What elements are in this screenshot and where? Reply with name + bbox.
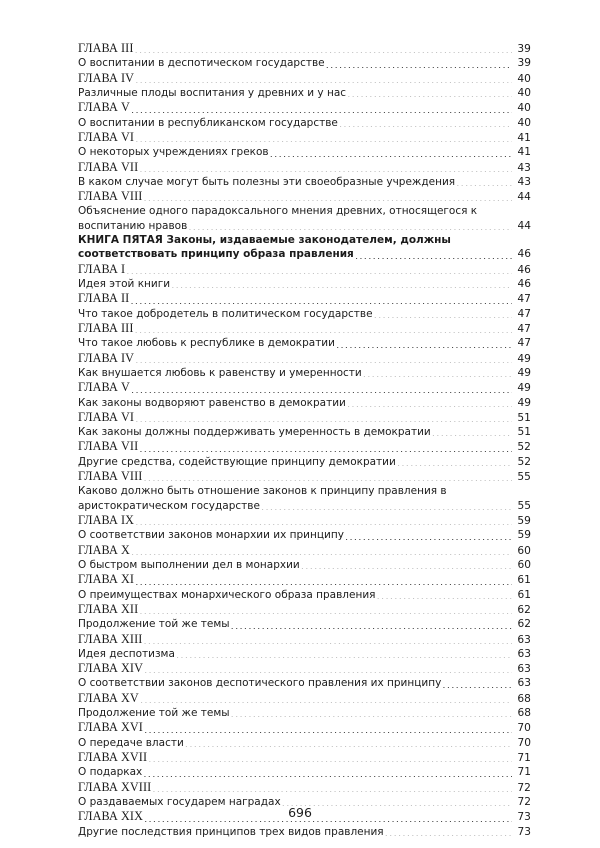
toc-entry-page-number: 63: [517, 633, 531, 646]
toc-entry-label: ГЛАВА XVI: [78, 720, 143, 735]
toc-entry-label: ГЛАВА I: [78, 261, 126, 276]
toc-entry-row: [78, 750, 531, 765]
toc-entry-row: [78, 676, 531, 690]
toc-entry[interactable]: [78, 100, 531, 115]
toc-entry-page-number: 40: [517, 116, 531, 129]
dot-leader: [144, 821, 512, 822]
toc-entry[interactable]: [78, 277, 531, 291]
toc-entry-row: [78, 100, 531, 115]
toc-entry-label: ГЛАВА VIII: [78, 189, 143, 204]
toc-entry-row: [78, 145, 531, 159]
toc-entry[interactable]: [78, 750, 531, 765]
toc-entry-page-number: 68: [517, 692, 531, 705]
toc-entry[interactable]: [78, 572, 531, 587]
toc-entry[interactable]: [78, 130, 531, 145]
toc-entry-page-number: 44: [517, 219, 531, 232]
dot-leader: [135, 362, 512, 363]
toc-entry-page-number: 72: [517, 795, 531, 808]
toc-entry-row: [78, 219, 531, 233]
toc-entry-row: [78, 661, 531, 676]
toc-entry-row: [78, 291, 531, 306]
toc-entry-page-number: 39: [517, 43, 531, 55]
toc-entry[interactable]: [78, 484, 531, 513]
toc-entry-line: Объяснение одного парадоксального мнения древних, относящегося к: [78, 205, 478, 218]
toc-entry[interactable]: [78, 602, 531, 617]
toc-entry[interactable]: [78, 469, 531, 484]
dot-leader: [347, 406, 512, 407]
toc-entry-label: О воспитании в республиканском государстве: [78, 116, 338, 129]
toc-entry-label: О соответствии законов деспотического правления их принципу: [78, 677, 442, 690]
toc-entry-label: ГЛАВА XVIII: [78, 779, 152, 794]
dot-leader: [131, 392, 512, 393]
toc-entry-row: [78, 588, 531, 602]
toc-entry-page-number: 61: [517, 574, 531, 587]
toc-entry-label: ГЛАВА VII: [78, 159, 139, 174]
toc-entry[interactable]: [78, 396, 531, 410]
toc-entry-label: соответствовать принципу образа правления: [78, 248, 354, 261]
dot-leader: [301, 568, 512, 569]
toc-entry-label: ГЛАВА VI: [78, 409, 135, 424]
toc-entry-label: аристократическом государстве: [78, 499, 260, 512]
toc-entry-row: [78, 543, 531, 558]
toc-entry[interactable]: [78, 720, 531, 735]
toc-entry-page-number: 41: [517, 131, 531, 144]
dot-leader: [188, 229, 512, 230]
toc-entry-label: ГЛАВА IX: [78, 513, 135, 527]
toc-entry-row: [78, 396, 531, 410]
toc-entry-row: [78, 321, 531, 336]
dot-leader: [176, 657, 512, 658]
toc-entry-row: [78, 380, 531, 395]
toc-entry-label: ГЛАВА X: [78, 542, 130, 557]
toc-entry-page-number: 47: [517, 337, 531, 350]
toc-entry-row: [78, 528, 531, 542]
toc-entry-row: [78, 130, 531, 145]
dot-leader: [442, 687, 512, 688]
toc-entry[interactable]: [78, 160, 531, 175]
toc-entry-row: [78, 499, 531, 513]
toc-entry-page-number: 72: [517, 781, 531, 794]
toc-entry-page-number: 49: [517, 382, 531, 395]
toc-entry[interactable]: [78, 380, 531, 395]
toc-entry-label: ГЛАВА VIII: [78, 469, 143, 484]
toc-entry-page-number: 59: [517, 515, 531, 527]
toc-entry[interactable]: [78, 351, 531, 366]
toc-entry[interactable]: [78, 632, 531, 647]
toc-entry-row: [78, 247, 531, 261]
toc-entry[interactable]: [78, 204, 531, 233]
page-number-footer: 696: [288, 805, 312, 820]
toc-entry[interactable]: [78, 647, 531, 661]
toc-entry-page-number: 63: [517, 677, 531, 690]
toc-entry-label: ГЛАВА XI: [78, 572, 135, 587]
toc-entry-row: [78, 617, 531, 631]
toc-entry-label: О преимуществах монархического образа правления: [78, 588, 376, 601]
dot-leader: [336, 347, 512, 348]
toc-entry-page-number: 62: [517, 618, 531, 631]
toc-entry-page-number: 40: [517, 102, 531, 115]
dot-leader: [355, 258, 512, 259]
dot-leader: [148, 761, 512, 762]
toc-entry-page-number: 40: [517, 72, 531, 85]
toc-entry-page-number: 47: [517, 307, 531, 320]
dot-leader: [134, 52, 512, 53]
toc-entry[interactable]: [78, 676, 531, 690]
toc-entry[interactable]: [78, 588, 531, 602]
dot-leader: [130, 303, 512, 304]
toc-entry-label: ГЛАВА IV: [78, 70, 135, 85]
toc-entry[interactable]: [78, 780, 531, 795]
toc-entry-row: [78, 351, 531, 366]
toc-entry[interactable]: [78, 321, 531, 336]
toc-entry-label: Продолжение той же темы: [78, 618, 230, 631]
toc-entry-row: [78, 720, 531, 735]
dot-leader: [261, 509, 512, 510]
dot-leader: [397, 465, 512, 466]
toc-entry-label: ГЛАВА XVII: [78, 750, 148, 764]
dot-leader: [231, 716, 512, 717]
toc-entry-page-number: 62: [517, 603, 531, 616]
dot-leader: [374, 317, 512, 318]
dot-leader: [134, 332, 512, 333]
dot-leader: [385, 835, 512, 836]
toc-entry-line: КНИГА ПЯТАЯ Законы, издаваемые законодателем, должны: [78, 234, 451, 247]
toc-entry[interactable]: [78, 543, 531, 558]
toc-entry-label: О раздаваемых государем наградах: [78, 795, 281, 808]
toc-entry-page-number: 47: [517, 322, 531, 335]
toc-entry-page-number: 46: [517, 263, 531, 276]
toc-entry-row: [78, 425, 531, 439]
toc-entry-label: Как законы водворяют равенство в демократии: [78, 396, 346, 409]
toc-entry-row: [78, 455, 531, 469]
toc-entry-label: Другие последствия принципов трех видов правления: [78, 825, 384, 838]
dot-leader: [456, 185, 512, 186]
toc-entry-page-number: 60: [517, 558, 531, 571]
toc-entry-page-number: 49: [517, 396, 531, 409]
toc-entry-page-number: 39: [517, 57, 531, 70]
toc-entry[interactable]: [78, 336, 531, 350]
toc-entry-page-number: 46: [517, 278, 531, 290]
dot-leader: [131, 554, 512, 555]
toc-entry[interactable]: [78, 455, 531, 469]
dot-leader: [131, 112, 512, 113]
toc-entry-page-number: 51: [517, 426, 531, 439]
toc-entry[interactable]: [78, 706, 531, 720]
toc-entry-page-number: 52: [517, 441, 531, 454]
toc-entry-page-number: 61: [517, 588, 531, 601]
dot-leader: [143, 200, 512, 201]
toc-entry[interactable]: [78, 366, 531, 380]
toc-entry-row: [78, 647, 531, 661]
toc-entry[interactable]: [78, 233, 531, 262]
toc-entry-row: [78, 262, 531, 277]
toc-entry-label: ГЛАВА III: [78, 41, 134, 55]
toc-entry-label: ГЛАВА XII: [78, 601, 139, 616]
toc-entry-label: Продолжение той же темы: [78, 707, 230, 720]
toc-entry-page-number: 41: [517, 146, 531, 159]
toc-entry[interactable]: [78, 765, 531, 779]
toc-entry-label: Идея деспотизма: [78, 647, 175, 660]
toc-entry-row: [78, 116, 531, 130]
dot-leader: [270, 156, 512, 157]
toc-entry[interactable]: [78, 513, 531, 528]
toc-entry-page-number: 43: [517, 161, 531, 174]
toc-entry-page-number: 59: [517, 529, 531, 542]
toc-entry-row: [78, 277, 531, 291]
toc-entry[interactable]: [78, 116, 531, 130]
toc-entry-label: О некоторых учреждениях греков: [78, 146, 269, 159]
toc-entry[interactable]: [78, 736, 531, 750]
dot-leader: [347, 96, 512, 97]
toc-entry-row: [78, 71, 531, 86]
toc-entry-label: В каком случае могут быть полезны эти своеобразные учреждения: [78, 175, 456, 188]
toc-entry-row: [78, 86, 531, 100]
toc-entry-label: Что такое любовь к республике в демократии: [78, 337, 335, 350]
toc-entry-row: [78, 780, 531, 795]
toc-entry-page-number: 40: [517, 86, 531, 99]
toc-entry-page-number: 71: [517, 752, 531, 764]
dot-leader: [135, 82, 512, 83]
dot-leader: [143, 480, 512, 481]
dot-leader: [345, 539, 512, 540]
toc-entry[interactable]: [78, 617, 531, 631]
toc-entry-page-number: 55: [517, 471, 531, 484]
toc-entry-row: [78, 632, 531, 647]
dot-leader: [139, 451, 512, 452]
toc-entry-label: О подарках: [78, 766, 143, 779]
toc-entry[interactable]: [78, 410, 531, 425]
toc-entry-row: [78, 307, 531, 321]
toc-entry-row: [78, 558, 531, 572]
toc-entry-page-number: 52: [517, 455, 531, 468]
toc-entry-label: ГЛАВА V: [78, 380, 130, 395]
toc-entry-page-number: 49: [517, 366, 531, 379]
toc-entry-page-number: 68: [517, 707, 531, 720]
toc-entry[interactable]: [78, 189, 531, 204]
toc-entry-page-number: 70: [517, 736, 531, 749]
toc-entry-row: [78, 336, 531, 350]
dot-leader: [144, 672, 512, 673]
toc-entry-label: Идея этой книги: [78, 278, 171, 290]
dot-leader: [231, 628, 512, 629]
toc-entry-label: Различные плоды воспитания у древних и у нас: [78, 86, 347, 99]
toc-entry[interactable]: [78, 56, 531, 70]
dot-leader: [140, 702, 512, 703]
toc-entry-page-number: 70: [517, 722, 531, 735]
dot-leader: [432, 435, 512, 436]
toc-entry-label: Как внушается любовь к равенству и умеренности: [78, 366, 362, 379]
toc-entry-page-number: 47: [517, 293, 531, 306]
toc-entry-page-number: 51: [517, 411, 531, 424]
dot-leader: [135, 524, 512, 525]
toc-entry-row: [78, 765, 531, 779]
toc-entry-row: [78, 41, 531, 56]
toc-entry-label: Другие средства, содействующие принципу демократии: [78, 455, 396, 468]
toc-entry[interactable]: [78, 558, 531, 572]
toc-entry-label: О воспитании в деспотическом государстве: [78, 57, 325, 70]
toc-entry-row: [78, 366, 531, 380]
toc-entry-row: [78, 56, 531, 70]
toc-entry-page-number: 71: [517, 766, 531, 779]
toc-entry-label: О соответствии законов монархии их принципу: [78, 529, 344, 542]
dot-leader: [363, 376, 512, 377]
dot-leader: [135, 141, 512, 142]
toc-entry-row: [78, 189, 531, 204]
toc-entry-label: ГЛАВА IV: [78, 350, 135, 365]
dot-leader: [326, 67, 512, 68]
toc-entry-page-number: 55: [517, 499, 531, 512]
toc-entry-label: ГЛАВА II: [78, 291, 130, 306]
toc-entry-label: ГЛАВА V: [78, 100, 130, 115]
toc-entry-page-number: 44: [517, 191, 531, 204]
toc-entry-label: Что такое добродетель в политическом государстве: [78, 307, 373, 320]
toc-entry[interactable]: [78, 691, 531, 706]
toc-entry-row: [78, 439, 531, 454]
toc-entry-row: [78, 572, 531, 587]
dot-leader: [135, 584, 512, 585]
toc-entry-row: [78, 513, 531, 528]
toc-entry-label: ГЛАВА XV: [78, 690, 139, 705]
toc-entry[interactable]: [78, 291, 531, 306]
toc-entry-row: [78, 825, 531, 839]
toc-entry-label: О передаче власти: [78, 736, 184, 749]
dot-leader: [339, 126, 512, 127]
dot-leader: [135, 421, 512, 422]
toc-entry-page-number: 43: [517, 175, 531, 188]
dot-leader: [152, 791, 512, 792]
toc-entry[interactable]: [78, 307, 531, 321]
toc-entry-row: [78, 691, 531, 706]
toc-entry[interactable]: [78, 86, 531, 100]
toc-entry-row: [78, 410, 531, 425]
dot-leader: [144, 732, 512, 733]
toc-entry-page-number: 73: [517, 811, 531, 824]
toc-entry-label: ГЛАВА XIII: [78, 631, 143, 646]
toc-entry-label: Как законы должны поддерживать умеренность в демократии: [78, 426, 431, 439]
toc-entry[interactable]: [78, 145, 531, 159]
toc-entry-label: ГЛАВА VII: [78, 439, 139, 454]
dot-leader: [143, 776, 512, 777]
toc-entry-label: ГЛАВА XIV: [78, 661, 143, 676]
toc-entry-row: [78, 160, 531, 175]
toc-entry-row: [78, 602, 531, 617]
toc-entry-label: О быстром выполнении дел в монархии: [78, 558, 300, 571]
table-of-contents: [78, 41, 531, 839]
toc-entry-label: ГЛАВА XIX: [78, 809, 143, 824]
dot-leader: [139, 171, 512, 172]
toc-entry[interactable]: [78, 175, 531, 189]
toc-entry[interactable]: [78, 425, 531, 439]
toc-entry-row: [78, 736, 531, 750]
toc-entry-page-number: 49: [517, 352, 531, 365]
toc-entry[interactable]: [78, 528, 531, 542]
toc-entry-page-number: 63: [517, 663, 531, 676]
toc-entry[interactable]: [78, 41, 531, 56]
toc-entry[interactable]: [78, 262, 531, 277]
toc-entry-label: ГЛАВА VI: [78, 129, 135, 144]
toc-entry-row: [78, 469, 531, 484]
toc-entry-line: Каково должно быть отношение законов к принципу правления в: [78, 485, 447, 498]
dot-leader: [185, 746, 512, 747]
dot-leader: [139, 613, 512, 614]
toc-entry[interactable]: [78, 439, 531, 454]
toc-entry-label: воспитанию нравов: [78, 219, 188, 232]
toc-entry-page-number: 60: [517, 544, 531, 557]
toc-entry-page-number: 46: [517, 248, 531, 261]
toc-entry[interactable]: [78, 825, 531, 839]
toc-entry-row: [78, 706, 531, 720]
toc-entry-row: [78, 175, 531, 189]
dot-leader: [143, 643, 512, 644]
dot-leader: [376, 598, 512, 599]
toc-entry-page-number: 63: [517, 647, 531, 660]
toc-entry[interactable]: [78, 661, 531, 676]
toc-entry[interactable]: [78, 71, 531, 86]
toc-entry-page-number: 73: [517, 825, 531, 838]
dot-leader: [171, 287, 512, 288]
dot-leader: [126, 273, 512, 274]
toc-entry-label: ГЛАВА III: [78, 320, 134, 335]
